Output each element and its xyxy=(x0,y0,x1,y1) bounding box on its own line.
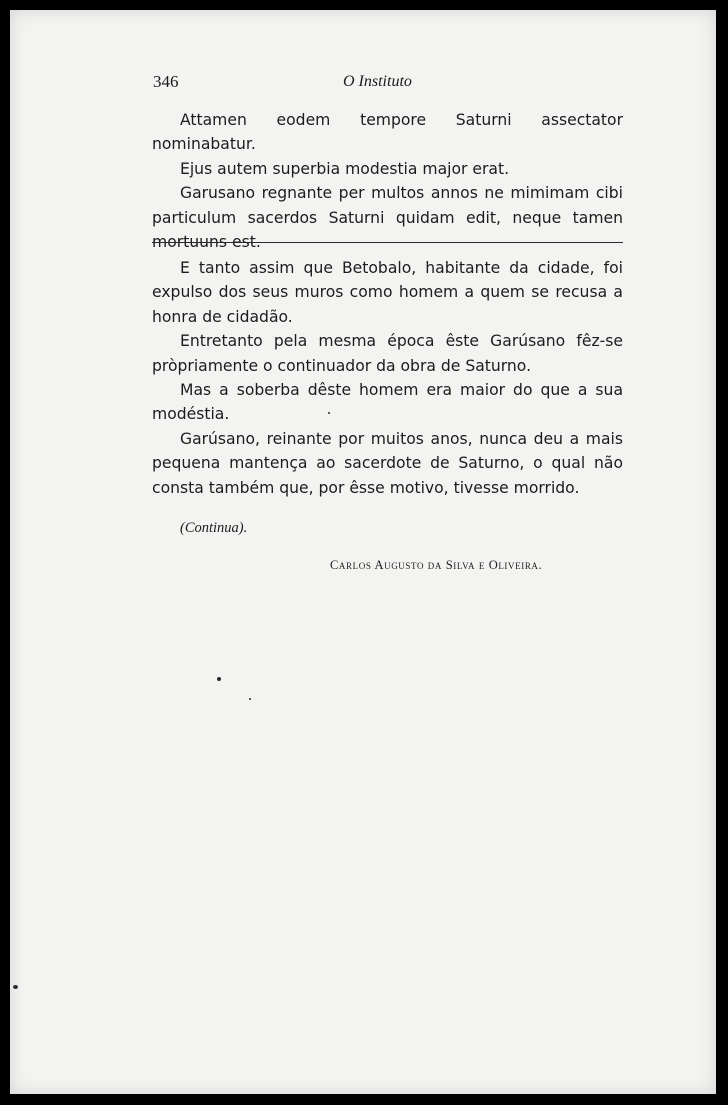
page-number: 346 xyxy=(153,72,179,91)
book-page xyxy=(10,10,716,1094)
latin-paragraph: Garusano regnante per multos annos ne mimimam cibi particulum sacerdos Saturni quidam edit, neque tamen mortuuns est. xyxy=(152,184,623,252)
latin-text-block xyxy=(152,108,623,254)
ink-speck xyxy=(328,412,330,414)
portuguese-text-block xyxy=(152,256,623,500)
ink-speck xyxy=(217,677,221,681)
author-signature: Carlos Augusto da Silva e Oliveira. xyxy=(330,558,543,572)
portuguese-paragraph: Mas a soberba dêste homem era maior do que a sua modéstia. xyxy=(152,381,623,424)
running-title: O Instituto xyxy=(343,73,412,90)
latin-paragraph: Ejus autem superbia modestia major erat. xyxy=(180,159,510,178)
page-header xyxy=(10,72,716,102)
ink-speck xyxy=(249,698,251,700)
portuguese-paragraph: Entretanto pela mesma época êste Garúsano fêz-se pròpriamente o continuador da obra de Saturno. xyxy=(152,332,623,375)
continuation-note: (Continua). xyxy=(180,520,248,536)
latin-paragraph: Attamen eodem tempore Saturni assectator nominabatur. xyxy=(152,111,623,154)
section-divider xyxy=(152,242,623,243)
portuguese-paragraph: E tanto assim que Betobalo, habitante da cidade, foi expulso dos seus muros como homem a quem se recusa a honra de cidadão. xyxy=(152,259,623,326)
ink-speck xyxy=(13,985,18,989)
portuguese-paragraph: Garúsano, reinante por muitos anos, nunca deu a mais pequena mantença ao sacerdote de Saturno, o qual não consta também que, por êsse motivo, tivesse morrido. xyxy=(152,429,623,497)
